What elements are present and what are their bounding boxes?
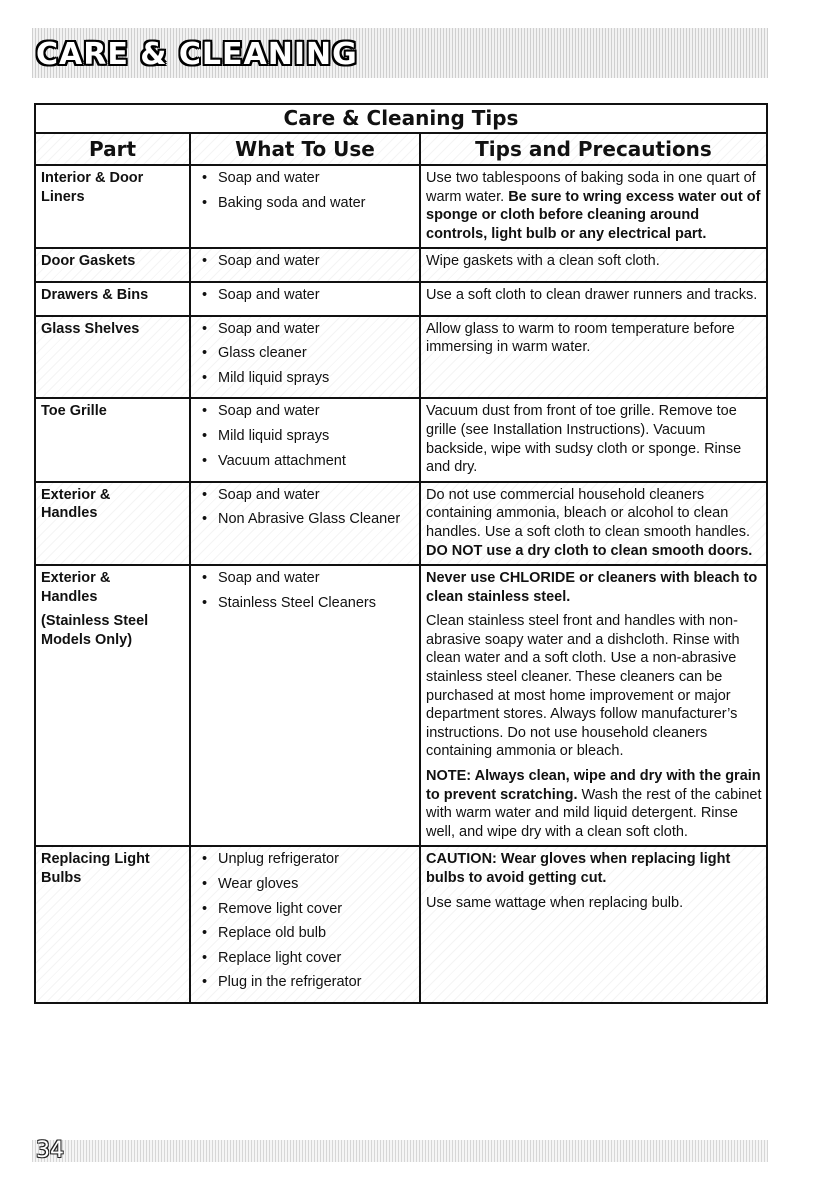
what-to-use-item: • Soap and water — [218, 486, 415, 505]
part-label: Replacing Light — [41, 851, 150, 868]
tips-text: Do not use commercial household cleaners containing ammonia, bleach or alcohol to clean handles. Use a soft cloth to clean smooth handles. — [426, 486, 751, 540]
what-to-use-cell — [190, 248, 420, 282]
table-row — [35, 248, 767, 282]
tips-paragraph — [426, 252, 762, 271]
tips-text: Wash the rest of the cabinet with warm water and mild liquid detergent. Rinse well, and wipe dry with a clean soft cloth. — [426, 786, 762, 840]
part-cell — [35, 398, 190, 481]
tips-cell — [420, 282, 767, 316]
page-number: 34 — [36, 1138, 64, 1163]
what-to-use-item: • Soap and water — [218, 252, 415, 271]
tips-paragraph — [426, 402, 762, 476]
column-header-tips: Tips and Precautions — [420, 133, 767, 165]
tips-cell — [420, 565, 767, 846]
part-cell — [35, 565, 190, 846]
part-cell — [35, 846, 190, 1003]
tips-cell — [420, 846, 767, 1003]
table-title: Care & Cleaning Tips — [35, 104, 767, 133]
part-label: Toe Grille — [41, 403, 107, 420]
tips-cell — [420, 248, 767, 282]
tips-paragraph — [426, 767, 762, 841]
part-cell — [35, 482, 190, 565]
tips-emphasis: Be sure to wring excess water out of sponge or cloth before cleaning around controls, light bulb or any electrical part. — [426, 188, 761, 242]
what-to-use-list — [196, 402, 415, 470]
table-row — [35, 165, 767, 248]
tips-cell — [420, 316, 767, 399]
what-to-use-cell — [190, 398, 420, 481]
section-title: CARE & CLEANING — [36, 37, 358, 72]
what-to-use-item: • Soap and water — [218, 320, 415, 339]
what-to-use-item: • Baking soda and water — [218, 194, 415, 213]
tips-paragraph — [426, 569, 762, 606]
part-label: Models Only) — [41, 631, 133, 648]
what-to-use-list — [196, 486, 415, 529]
section-banner — [32, 28, 768, 78]
part-cell — [35, 165, 190, 248]
what-to-use-list — [196, 569, 415, 612]
tips-text: Use a soft cloth to clean drawer runners and tracks. — [426, 286, 758, 303]
what-to-use-cell — [190, 316, 420, 399]
tips-paragraph — [426, 486, 762, 560]
what-to-use-item: • Plug in the refrigerator — [218, 973, 415, 992]
tips-text: Clean stainless steel front and handles with non-abrasive soapy water and a dishcloth. Rinse with clean water and a soft cloth. Use a non-abrasive stainless steel cleaner. These cleaners can be purchased at most home improvement or major department stores. Always follow manufacturer’s instructions. Do not use household cleaners containing ammonia or bleach. — [426, 613, 740, 760]
tips-emphasis: DO NOT use a dry cloth to clean smooth doors. — [426, 542, 753, 559]
what-to-use-item: • Soap and water — [218, 402, 415, 421]
what-to-use-item: • Mild liquid sprays — [218, 369, 415, 388]
tips-paragraph — [426, 286, 762, 305]
tips-paragraph — [426, 894, 762, 913]
tips-cell — [420, 482, 767, 565]
table-row — [35, 482, 767, 565]
what-to-use-cell — [190, 165, 420, 248]
part-label: (Stainless Steel — [41, 613, 149, 630]
tips-paragraph — [426, 612, 762, 761]
table-row — [35, 846, 767, 1003]
part-cell — [35, 316, 190, 399]
what-to-use-list — [196, 286, 415, 305]
part-label: Drawers & Bins — [41, 286, 149, 303]
table-body — [35, 165, 767, 1003]
what-to-use-item: • Stainless Steel Cleaners — [218, 594, 415, 613]
part-label: Bulbs — [41, 870, 82, 886]
tips-emphasis: NOTE: Always clean, wipe and dry with the grain to prevent scratching. — [426, 768, 761, 803]
what-to-use-list — [196, 320, 415, 388]
tips-paragraph — [426, 169, 762, 243]
tips-cell — [420, 165, 767, 248]
what-to-use-item: • Mild liquid sprays — [218, 427, 415, 446]
tips-text: Vacuum dust from front of toe grille. Remove toe grille (see Installation Instructions). Vacuum backside, wipe with sudsy cloth or sponge. Rinse and dry. — [426, 403, 742, 476]
what-to-use-cell — [190, 282, 420, 316]
what-to-use-list — [196, 169, 415, 212]
what-to-use-item: • Non Abrasive Glass Cleaner — [218, 510, 415, 529]
what-to-use-item: • Soap and water — [218, 286, 415, 305]
part-label: Exterior & — [41, 570, 111, 587]
tips-emphasis: Never use CHLORIDE or cleaners with bleach to clean stainless steel. — [426, 570, 758, 605]
what-to-use-cell — [190, 482, 420, 565]
what-to-use-list — [196, 850, 415, 992]
part-label: Glass Shelves — [41, 320, 140, 337]
what-to-use-item: • Replace old bulb — [218, 924, 415, 943]
what-to-use-item: • Glass cleaner — [218, 344, 415, 363]
what-to-use-item: • Soap and water — [218, 569, 415, 588]
table-row — [35, 282, 767, 316]
what-to-use-cell — [190, 846, 420, 1003]
part-label: Interior & Door — [41, 170, 144, 186]
what-to-use-item: • Vacuum attachment — [218, 452, 415, 471]
table-row — [35, 316, 767, 399]
part-label: Liners — [41, 188, 85, 205]
table-row — [35, 398, 767, 481]
care-cleaning-table — [34, 103, 768, 1004]
what-to-use-item: • Replace light cover — [218, 949, 415, 968]
tips-paragraph — [426, 320, 762, 357]
what-to-use-cell — [190, 565, 420, 846]
tips-text: Use two tablespoons of baking soda in one quart of warm water. — [426, 170, 756, 205]
what-to-use-item: • Remove light cover — [218, 900, 415, 919]
tips-text: Wipe gaskets with a clean soft cloth. — [426, 253, 660, 270]
what-to-use-list — [196, 252, 415, 271]
part-label: Exterior & — [41, 486, 111, 503]
part-cell — [35, 282, 190, 316]
part-label: Door Gaskets — [41, 253, 136, 270]
tips-text: Allow glass to warm to room temperature before immersing in warm water. — [426, 320, 735, 356]
what-to-use-item: • Wear gloves — [218, 875, 415, 894]
tips-cell — [420, 398, 767, 481]
part-label: Handles — [41, 505, 98, 522]
what-to-use-item: • Soap and water — [218, 169, 415, 188]
what-to-use-item: • Unplug refrigerator — [218, 850, 415, 869]
column-header-part: Part — [35, 133, 190, 165]
part-cell — [35, 248, 190, 282]
tips-text: Use same wattage when replacing bulb. — [426, 894, 684, 911]
part-label: Handles — [41, 588, 98, 605]
footer-bar — [32, 1140, 768, 1162]
tips-paragraph — [426, 850, 762, 887]
table-row — [35, 565, 767, 846]
column-header-what-to-use: What To Use — [190, 133, 420, 165]
tips-emphasis: CAUTION: Wear gloves when replacing light bulbs to avoid getting cut. — [426, 851, 731, 886]
